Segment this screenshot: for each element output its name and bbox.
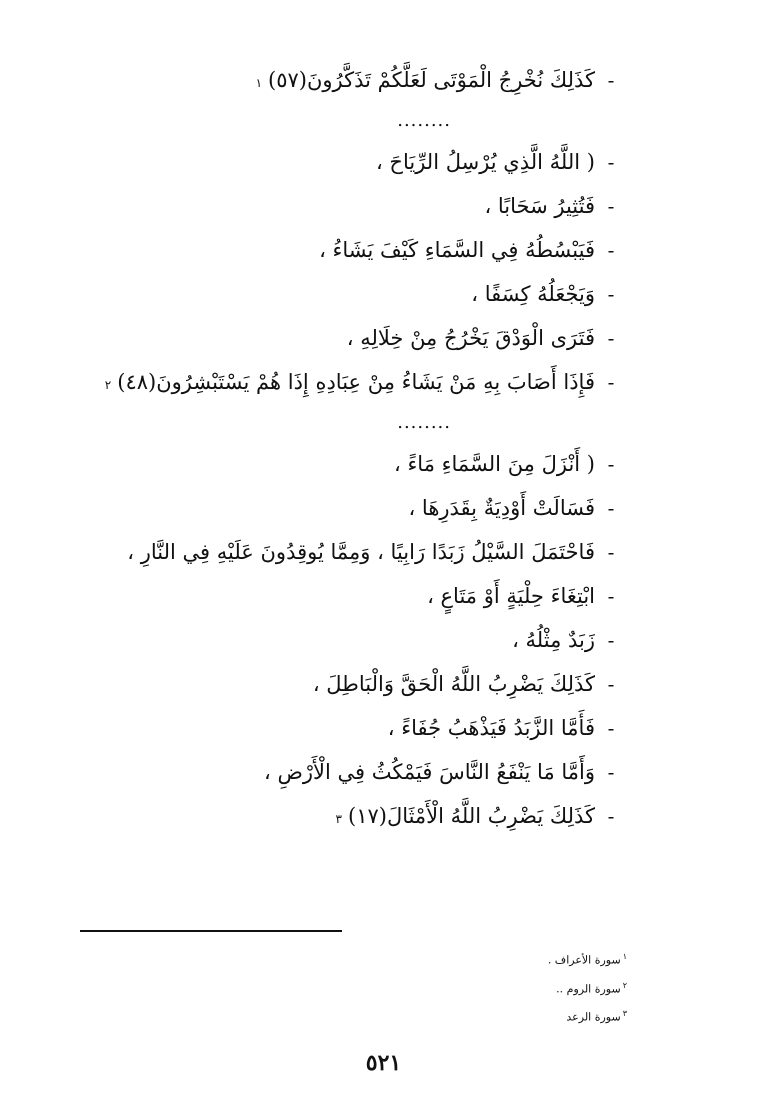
footnote xyxy=(327,973,627,1002)
verse-line xyxy=(107,530,627,574)
footnote-text: سورة الأعراف . xyxy=(547,953,621,967)
verse-marker: - xyxy=(607,716,615,740)
verse-line xyxy=(107,140,627,184)
verse-line xyxy=(107,574,627,618)
verse-marker: - xyxy=(607,282,615,306)
verse-marker: - xyxy=(607,584,615,608)
footnote-reference: ٣ xyxy=(335,812,342,826)
verse-marker: - xyxy=(607,370,615,394)
footnotes xyxy=(327,944,627,1030)
verse-line xyxy=(107,228,627,272)
verse-text: ابْتِغَاءَ حِلْيَةٍ أَوْ مَتَاعٍ ، xyxy=(427,584,595,608)
verse-marker: - xyxy=(607,628,615,652)
verse-text: فَاحْتَمَلَ السَّيْلُ زَبَدًا رَابِيًا ، وَمِمَّا يُوقِدُونَ عَلَيْهِ فِي النَّارِ ، xyxy=(127,540,595,564)
verse-marker: - xyxy=(607,804,615,828)
verse-marker: - xyxy=(607,150,615,174)
verse-marker: - xyxy=(607,326,615,350)
verse-text: وَيَجْعَلُهُ كِسَفًا ، xyxy=(471,282,595,306)
verse-text: فَيَبْسُطُهُ فِي السَّمَاءِ كَيْفَ يَشَاءُ ، xyxy=(319,238,595,262)
verse-line xyxy=(107,486,627,530)
verse-marker: - xyxy=(607,238,615,262)
verse-text: فَسَالَتْ أَوْدِيَةٌ بِقَدَرِهَا ، xyxy=(408,496,595,520)
footnote-text: سورة الرعد xyxy=(566,1010,621,1024)
verse-marker: - xyxy=(607,194,615,218)
verse-text: فَإِذَا أَصَابَ بِهِ مَنْ يَشَاءُ مِنْ عِبَادِهِ إِذَا هُمْ يَسْتَبْشِرُونَ(٤٨) xyxy=(117,370,595,394)
verse-marker: - xyxy=(607,672,615,696)
footnote-number: ١ xyxy=(622,952,627,961)
verse-text: فَأَمَّا الزَّبَدُ فَيَذْهَبُ جُفَاءً ، xyxy=(387,716,595,740)
verse-line xyxy=(107,662,627,706)
verse-marker: - xyxy=(607,452,615,476)
verse-text: وَأَمَّا مَا يَنْفَعُ النَّاسَ فَيَمْكُثُ فِي الْأَرْضِ ، xyxy=(264,760,595,784)
footnote-divider xyxy=(80,930,342,932)
verse-text: زَبَدٌ مِثْلُهُ ، xyxy=(512,628,595,652)
verse-line xyxy=(104,360,627,404)
verse-text: كَذَلِكَ يَضْرِبُ اللَّهُ الْحَقَّ وَالْبَاطِلَ ، xyxy=(312,672,595,696)
verse-line xyxy=(107,442,627,486)
footnote-number: ٣ xyxy=(622,1009,627,1019)
verse-marker: - xyxy=(607,760,615,784)
verse-line xyxy=(107,184,627,228)
verse-text: فَتُثِيرُ سَحَابًا ، xyxy=(484,194,595,218)
verse-text: كَذَلِكَ نُخْرِجُ الْمَوْتَى لَعَلَّكُمْ تَذَكَّرُونَ(٥٧) xyxy=(268,68,595,92)
verse-text: كَذَلِكَ يَضْرِبُ اللَّهُ الْأَمْثَالَ(١٧) xyxy=(347,804,595,828)
page-number: ٥٢١ xyxy=(365,1050,402,1076)
verse-line xyxy=(107,618,627,662)
verse-marker: - xyxy=(607,68,615,92)
verse-line xyxy=(107,316,627,360)
footnote xyxy=(327,944,627,973)
verse-text: ( أَنْزَلَ مِنَ السَّمَاءِ مَاءً ، xyxy=(393,452,595,476)
verse-line xyxy=(107,272,627,316)
footnote-reference: ٢ xyxy=(104,378,112,392)
footnote xyxy=(327,1001,627,1030)
verse-text: ( اللَّهُ الَّذِي يُرْسِلُ الرِّيَاحَ ، xyxy=(375,150,595,174)
section-separator: ........ xyxy=(397,412,451,433)
verse-line xyxy=(107,794,627,838)
verse-line xyxy=(107,706,627,750)
verse-marker: - xyxy=(607,540,615,564)
verse-line xyxy=(107,750,627,794)
verse-text: فَتَرَى الْوَدْقَ يَخْرُجُ مِنْ خِلَالِهِ ، xyxy=(346,326,595,350)
verses-block xyxy=(104,58,627,838)
verse-line xyxy=(107,58,627,102)
section-separator: ........ xyxy=(397,110,451,131)
footnote-text: سورة الروم .. xyxy=(556,982,621,996)
footnote-number: ٢ xyxy=(622,980,627,990)
footnote-reference: ١ xyxy=(255,76,263,90)
verse-marker: - xyxy=(607,496,615,520)
